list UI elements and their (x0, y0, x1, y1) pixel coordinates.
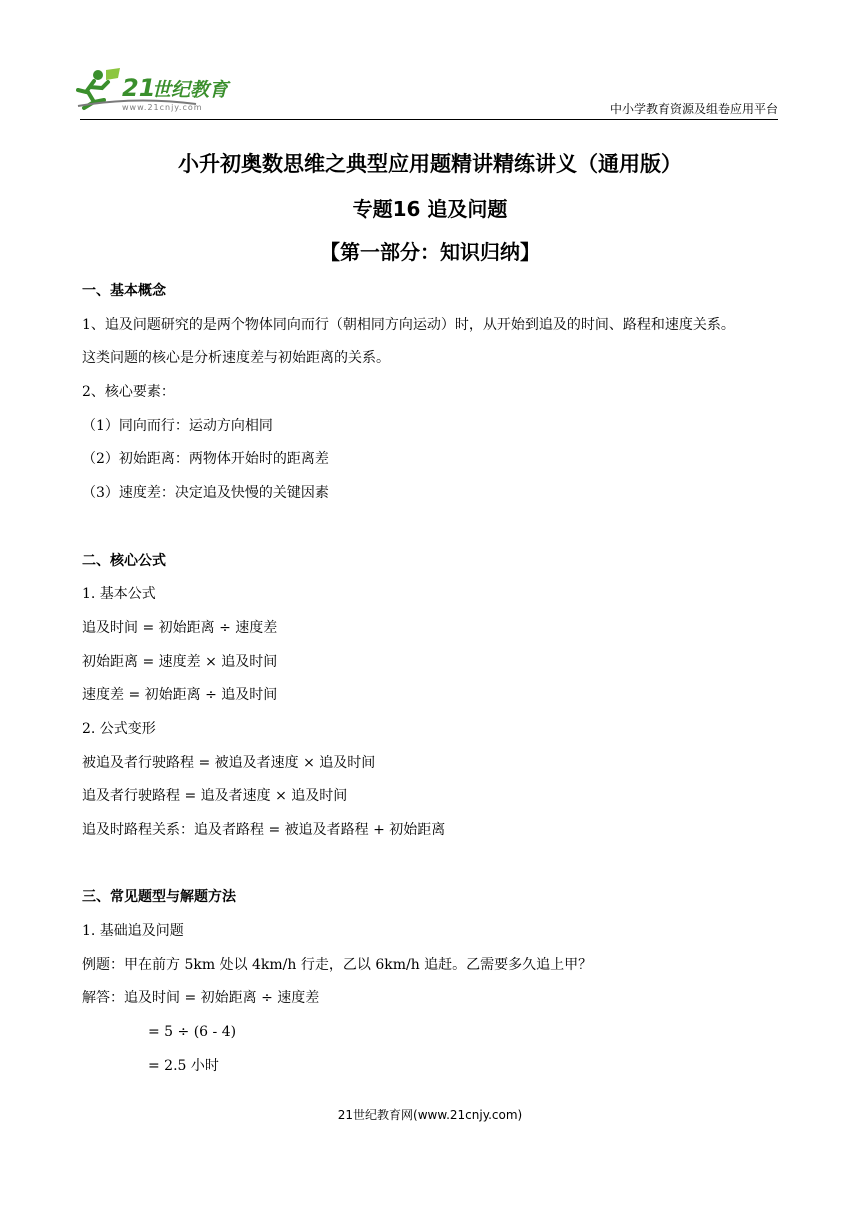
formula: 初始距离 = 速度差 × 追及时间 (82, 653, 278, 670)
topic-title: 专题16 追及问题 (352, 197, 508, 221)
solution: 解答：追及时间 = 初始距离 ÷ 速度差 (82, 990, 320, 1007)
formula: 追及者行驶路程 = 追及者速度 × 追及时间 (82, 788, 348, 805)
example-problem: 例题：甲在前方 5km 处以 4km/h 行走，乙以 6km/h 追赶。乙需要多久追上甲？ (82, 956, 593, 973)
section-heading-formulas: 二、核心公式 (82, 552, 166, 569)
paragraph: 这类问题的核心是分析速度差与初始距离的关系。 (82, 350, 390, 367)
page-header (0, 0, 860, 120)
platform-name: 中小学教育资源及组卷应用平台 (609, 102, 778, 116)
formula: 速度差 = 初始距离 ÷ 追及时间 (82, 687, 278, 704)
spacer (82, 511, 782, 545)
formula: 追及时间 = 初始距离 ÷ 速度差 (82, 619, 278, 636)
document-body (82, 275, 782, 1084)
section-heading-problem-types: 三、常见题型与解题方法 (82, 889, 236, 906)
page-footer: 21世纪教育网(www.21cnjy.com) (337, 1108, 523, 1122)
logo-graphic (76, 66, 246, 116)
part-title: 【第一部分：知识归纳】 (320, 240, 540, 264)
subheading: 2. 公式变形 (82, 720, 156, 737)
list-item: （2）初始距离：两物体开始时的距离差 (82, 451, 329, 468)
header-rule (80, 119, 778, 120)
subheading: 1. 基本公式 (82, 586, 156, 603)
paragraph: 2、核心要素： (82, 384, 175, 401)
formula: 被追及者行驶路程 = 被追及者速度 × 追及时间 (82, 754, 376, 771)
section-heading-concepts: 一、基本概念 (82, 283, 166, 299)
logo (76, 66, 246, 116)
paragraph: 1、追及问题研究的是两个物体同向而行（朝相同方向运动）时，从开始到追及的时间、路程和速度关系。 (82, 316, 735, 333)
svg-text:世纪教育: 世纪教育 (152, 79, 229, 101)
document-title: 小升初奥数思维之典型应用题精讲精练讲义（通用版） (178, 152, 682, 176)
solution-step: = 2.5 小时 (148, 1057, 219, 1074)
formula: 追及时路程关系：追及者路程 = 被追及者路程 + 初始距离 (82, 822, 446, 838)
spacer (82, 848, 782, 882)
list-item: （1）同向而行：运动方向相同 (82, 417, 273, 434)
list-item: （3）速度差：决定追及快慢的关键因素 (82, 485, 329, 502)
solution-step: = 5 ÷ (6 - 4) (148, 1024, 237, 1041)
subheading: 1. 基础追及问题 (82, 923, 184, 940)
svg-text:21: 21 (122, 74, 156, 102)
svg-text:www.21cnjy.com: www.21cnjy.com (122, 103, 203, 112)
